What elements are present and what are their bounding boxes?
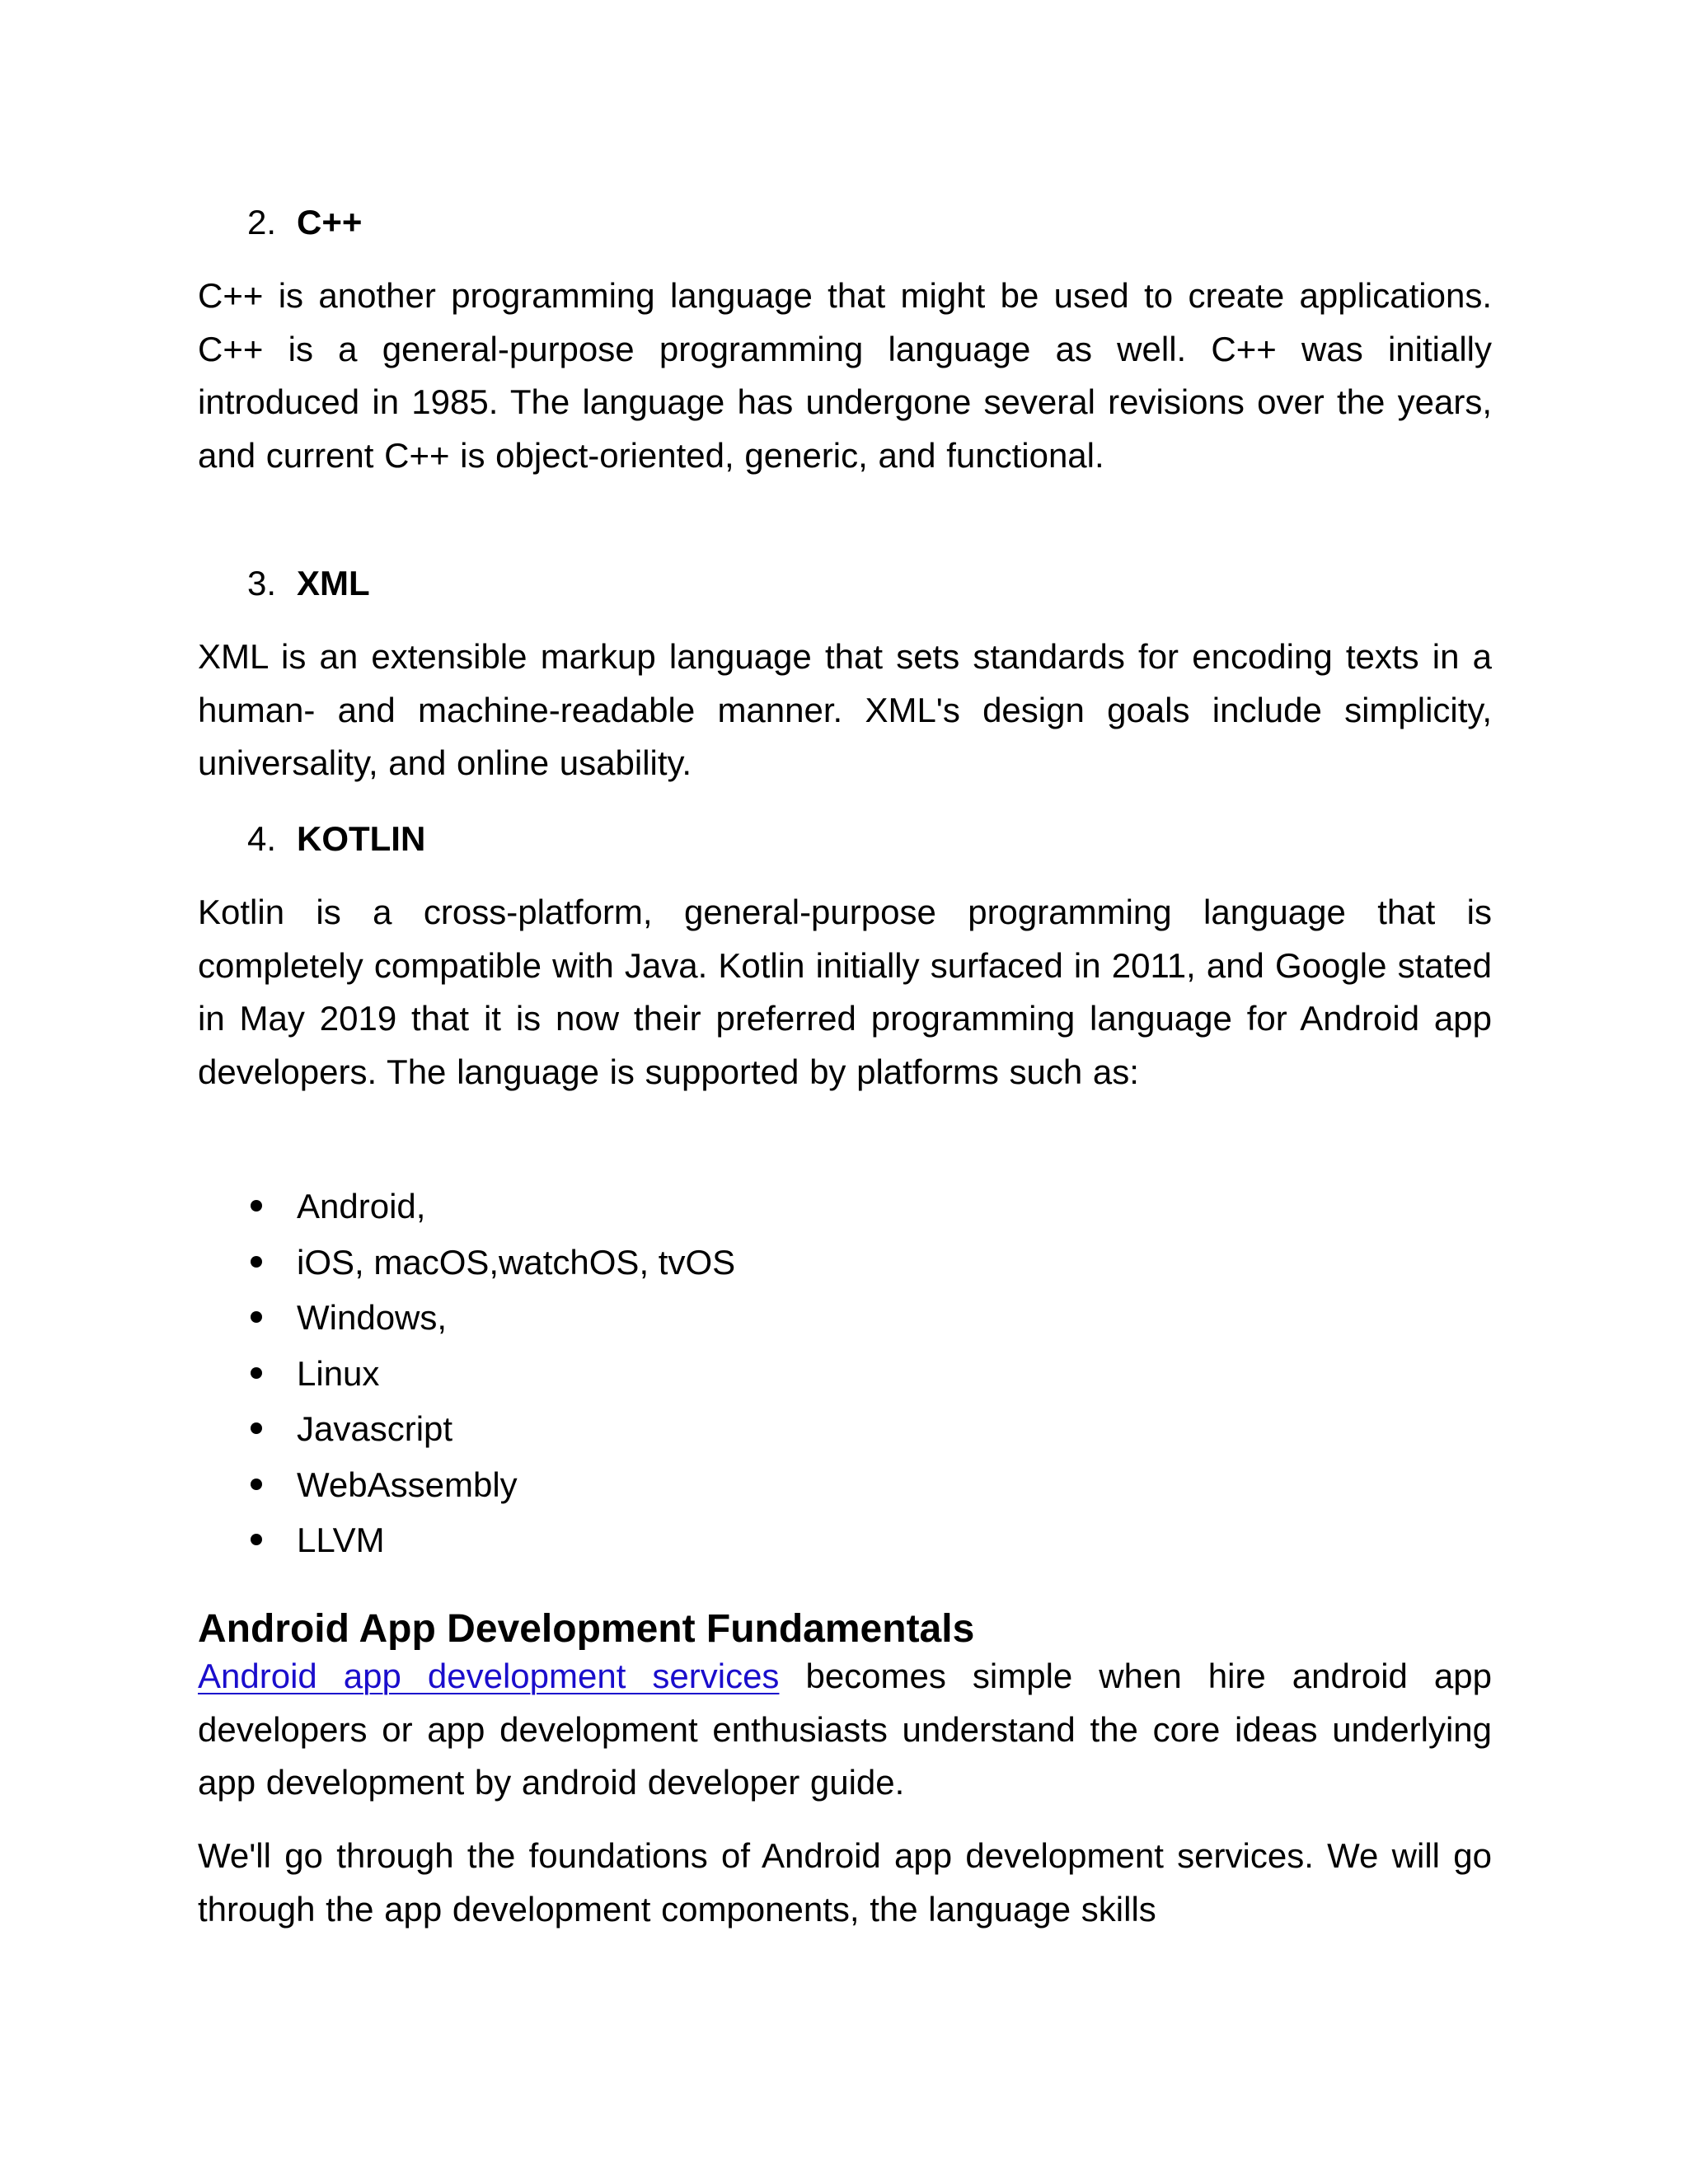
android-services-link[interactable]: Android app development services (198, 1657, 780, 1695)
heading-number: 2. (247, 203, 277, 241)
list-item (198, 1290, 735, 1346)
bullet-icon (251, 1367, 262, 1379)
heading-number: 4. (247, 819, 277, 858)
bullet-icon (251, 1534, 262, 1545)
list-item (198, 1346, 735, 1402)
list-item-label: Windows, (297, 1298, 448, 1337)
list-item-label: iOS, macOS,watchOS, tvOS (297, 1242, 736, 1282)
paragraph-cpp: C++ is another programming language that might be used to create applications. C++ is a general-purpose programming language as well. C++ was initially introduced in 1985. The language has undergone several revisions over the years, and current C++ is object-oriented, generic, and functional. (198, 276, 1492, 475)
list-item (198, 1512, 735, 1568)
list-item (198, 1401, 735, 1457)
paragraph-xml: XML is an extensible markup language that sets standards for encoding texts in a human- and machine-readable manner. XML's design goals include simplicity, universality, and online usability. (198, 637, 1492, 782)
list-item (198, 1179, 735, 1235)
paragraph-fundamentals-intro (198, 1650, 1492, 1810)
list-item-label: Linux (297, 1353, 380, 1393)
bullet-icon (251, 1479, 262, 1490)
heading-title: C++ (297, 203, 363, 241)
heading-title: KOTLIN (297, 819, 426, 858)
bullet-icon (251, 1256, 262, 1268)
heading-number: 3. (247, 564, 277, 602)
bullet-icon (251, 1311, 262, 1323)
list-item-label: Javascript (297, 1409, 453, 1448)
bullet-icon (251, 1200, 262, 1212)
paragraph-fundamentals-overview: We'll go through the foundations of Android app development services. We will go through the app development components, the language skills (198, 1836, 1492, 1929)
section-heading: Android App Development Fundamentals (198, 1607, 975, 1651)
list-item-label: LLVM (297, 1521, 385, 1559)
heading-title: XML (297, 564, 370, 602)
list-item (198, 1235, 735, 1291)
document-page (198, 0, 1492, 2184)
paragraph-kotlin: Kotlin is a cross-platform, general-purpose programming language that is completely compatible with Java. Kotlin initially surfaced in 2011, and Google stated in May 2019 that it is now their preferred programming language for Android app developers. The language is supported by platforms such as: (198, 893, 1492, 1091)
list-item-label: WebAssembly (297, 1465, 518, 1504)
platform-list (198, 1179, 735, 1568)
list-item (198, 1457, 735, 1513)
paragraph-text: becomes simple when hire android app developers or app development enthusiasts understand the core ideas underlying app development by android developer guide. (198, 1657, 1492, 1802)
bullet-icon (251, 1422, 262, 1434)
list-item-label: Android, (297, 1187, 426, 1226)
